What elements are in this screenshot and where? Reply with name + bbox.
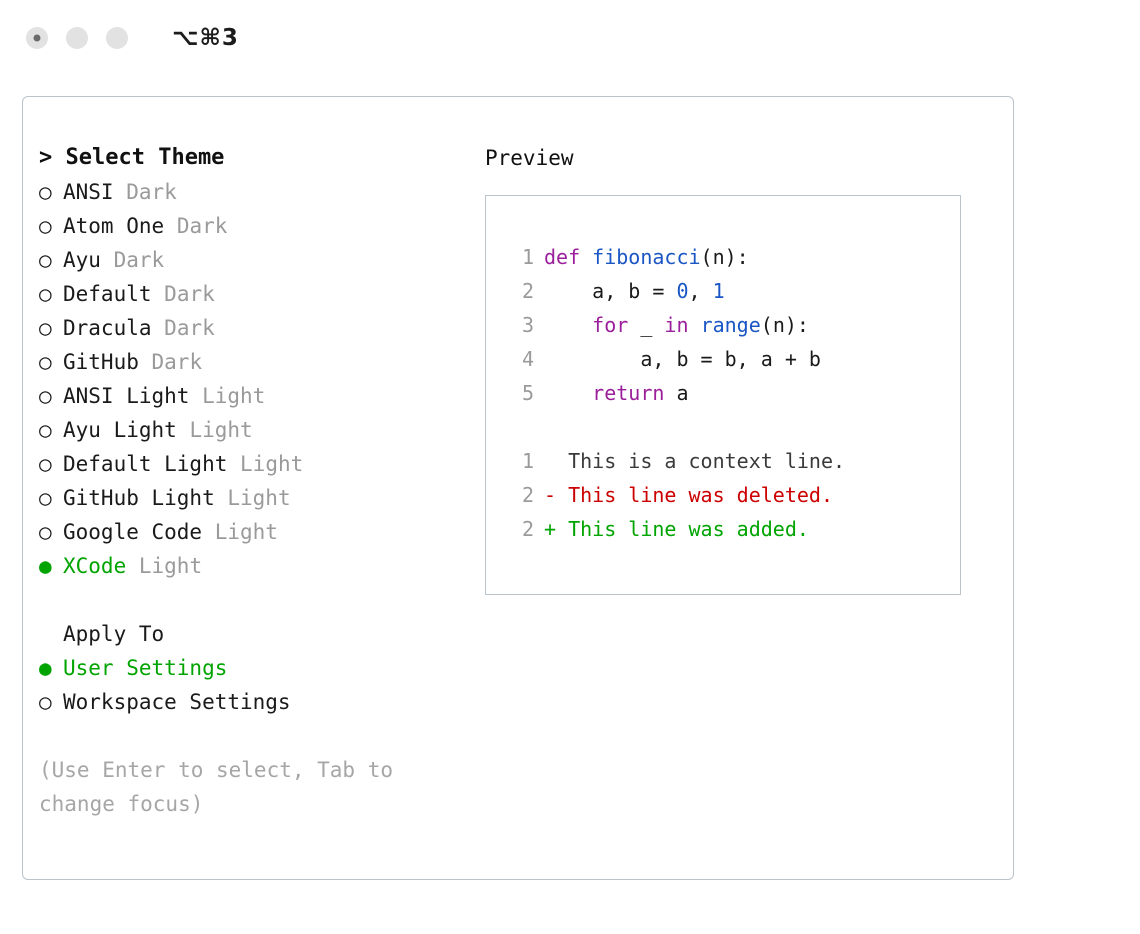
line-number: 1 — [521, 245, 534, 269]
theme-name: Ayu Light — [63, 418, 177, 442]
diff-preview — [508, 444, 960, 546]
radio-unselected-icon: ○ — [39, 452, 52, 476]
theme-list-item[interactable] — [39, 209, 485, 243]
theme-variant: Dark — [164, 316, 215, 340]
code-line — [508, 274, 960, 308]
code-line — [508, 240, 960, 274]
theme-variant: Light — [189, 418, 253, 442]
theme-list-item[interactable] — [39, 175, 485, 209]
code-line — [508, 342, 960, 376]
theme-name: GitHub — [63, 350, 139, 374]
diff-line — [508, 512, 960, 546]
theme-name: Ayu — [63, 248, 101, 272]
theme-variant: Dark — [113, 248, 165, 272]
radio-unselected-icon: ○ — [39, 180, 52, 204]
theme-variant: Light — [227, 486, 291, 510]
code-token — [544, 313, 592, 337]
radio-selected-icon: ● — [39, 656, 52, 680]
theme-name: GitHub Light — [63, 486, 215, 510]
radio-unselected-icon: ○ — [39, 520, 52, 544]
window-zoom-dot[interactable] — [106, 27, 128, 49]
theme-name: Google Code — [63, 520, 203, 544]
diff-text: This is a context line. — [544, 449, 846, 473]
theme-list-item[interactable] — [39, 345, 485, 379]
theme-name: Default Light — [63, 452, 228, 476]
diff-text: - This line was deleted. — [544, 483, 833, 507]
keyboard-hint: (Use Enter to select, Tab to change focus) — [39, 758, 406, 816]
theme-variant: Light — [240, 452, 304, 476]
apply-to-heading: Apply To — [63, 622, 165, 646]
code-line — [508, 376, 960, 410]
theme-list-item[interactable] — [39, 277, 485, 311]
code-token: (n): — [700, 245, 749, 269]
apply-to-item[interactable] — [39, 685, 485, 719]
radio-unselected-icon: ○ — [39, 418, 52, 442]
window-shortcut-label: ⌥⌘3 — [172, 25, 239, 51]
theme-list-item[interactable] — [39, 379, 485, 413]
code-token — [689, 313, 701, 337]
theme-name: Atom One — [63, 214, 165, 238]
radio-unselected-icon: ○ — [39, 214, 52, 238]
theme-list-item[interactable] — [39, 311, 485, 345]
code-token: a — [664, 381, 689, 405]
theme-list-column — [23, 141, 485, 821]
code-token: def — [544, 245, 593, 269]
code-token: , — [688, 279, 713, 303]
radio-unselected-icon: ○ — [39, 350, 52, 374]
theme-variant: Dark — [164, 282, 215, 306]
code-token: a, b = b, a + b — [544, 347, 821, 371]
title-bar — [0, 0, 1140, 76]
line-number: 1 — [521, 449, 534, 473]
line-number: 2 — [521, 483, 534, 507]
theme-list-item[interactable] — [39, 481, 485, 515]
theme-list-item[interactable] — [39, 447, 485, 481]
line-number: 5 — [521, 381, 534, 405]
apply-to-label: Workspace Settings — [63, 690, 291, 714]
diff-line — [508, 478, 960, 512]
code-token: for — [592, 313, 629, 337]
window-minimize-dot[interactable] — [66, 27, 88, 49]
diff-line — [508, 444, 960, 478]
theme-name: ANSI — [63, 180, 114, 204]
code-token: (n): — [760, 313, 809, 337]
diff-text: + This line was added. — [544, 517, 809, 541]
theme-list-item[interactable] — [39, 413, 485, 447]
code-token: in — [664, 313, 689, 337]
apply-to-item[interactable] — [39, 651, 485, 685]
code-line — [508, 308, 960, 342]
theme-list-item[interactable] — [39, 549, 485, 583]
theme-selector-panel — [22, 96, 1014, 880]
code-preview — [508, 240, 960, 410]
theme-name: XCode — [63, 554, 127, 578]
code-token: return — [592, 381, 665, 405]
radio-unselected-icon: ○ — [39, 486, 52, 510]
code-token: _ — [628, 313, 665, 337]
theme-name: Default — [63, 282, 152, 306]
radio-unselected-icon: ○ — [39, 248, 52, 272]
line-number: 4 — [521, 347, 534, 371]
code-token: a, b = — [544, 279, 677, 303]
theme-variant: Light — [138, 554, 203, 578]
theme-variant: Light — [202, 384, 266, 408]
line-number: 3 — [521, 313, 534, 337]
radio-selected-icon: ● — [39, 554, 52, 578]
radio-unselected-icon: ○ — [39, 690, 52, 714]
preview-column — [485, 141, 1013, 821]
theme-list[interactable] — [39, 175, 485, 583]
theme-name: ANSI Light — [63, 384, 190, 408]
window-close-dot[interactable] — [26, 27, 48, 49]
radio-unselected-icon: ○ — [39, 316, 52, 340]
apply-to-list[interactable] — [39, 651, 485, 719]
preview-heading: Preview — [485, 146, 574, 170]
select-theme-heading: > Select Theme — [39, 145, 225, 170]
code-token: 1 — [712, 279, 725, 303]
preview-box — [485, 195, 961, 595]
theme-list-item[interactable] — [39, 515, 485, 549]
theme-variant: Dark — [126, 180, 177, 204]
code-token: fibonacci — [592, 245, 701, 269]
theme-variant: Light — [214, 520, 278, 544]
radio-unselected-icon: ○ — [39, 384, 52, 408]
radio-unselected-icon: ○ — [39, 282, 52, 306]
code-token: range — [700, 313, 761, 337]
theme-list-item[interactable] — [39, 243, 485, 277]
theme-name: Dracula — [63, 316, 152, 340]
code-token: 0 — [676, 279, 689, 303]
theme-variant: Dark — [151, 350, 203, 374]
code-token — [544, 381, 592, 405]
apply-to-label: User Settings — [63, 656, 228, 680]
line-number: 2 — [521, 517, 534, 541]
theme-variant: Dark — [176, 214, 228, 238]
line-number: 2 — [521, 279, 534, 303]
